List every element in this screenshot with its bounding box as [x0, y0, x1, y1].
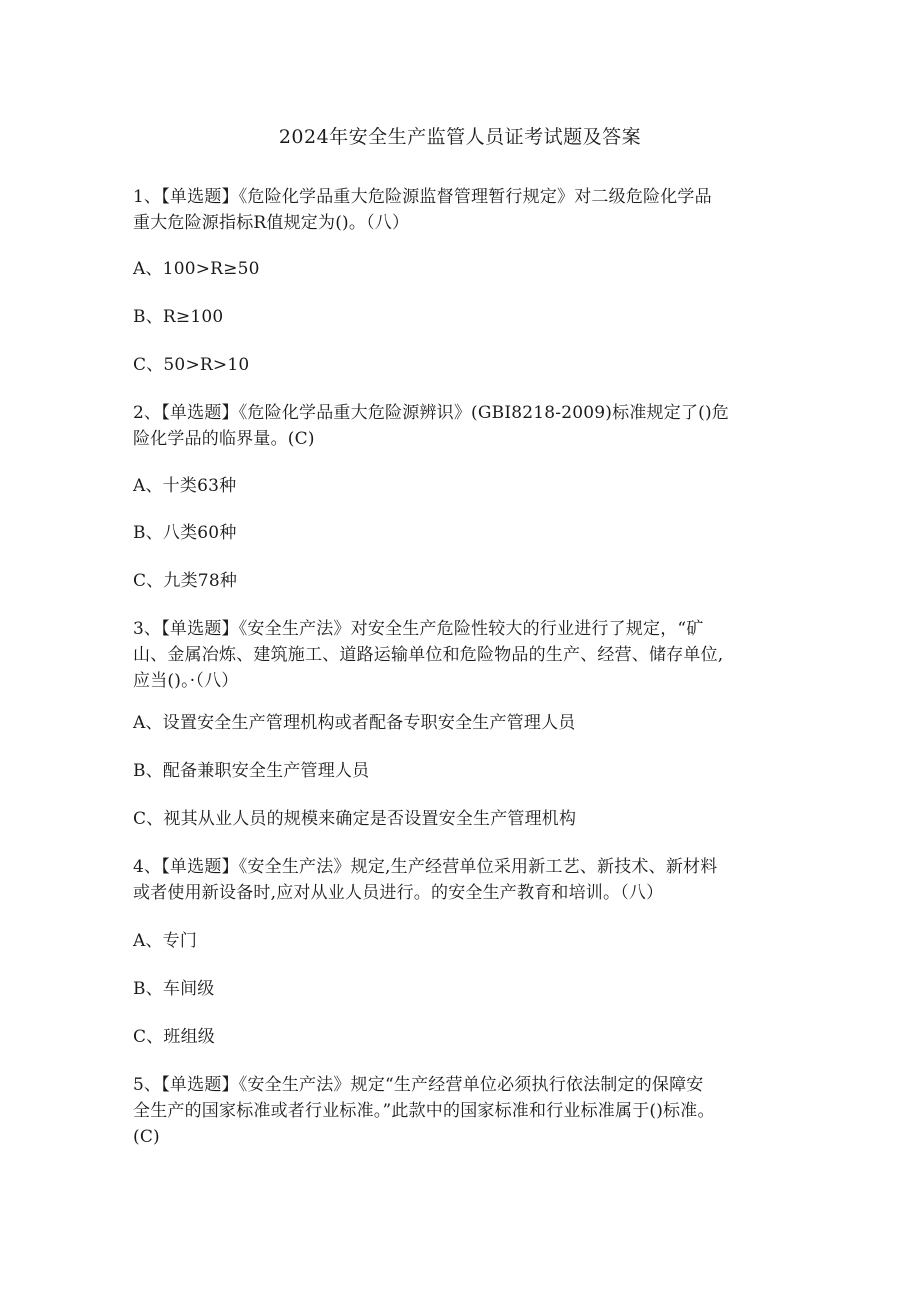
document-title: 2024年安全生产监管人员证考试题及答案 [278, 126, 642, 148]
question-4-option-a: A、专门 [133, 931, 198, 951]
question-4-option-b: B、车间级 [133, 979, 215, 999]
question-4-stem [133, 854, 793, 906]
question-4-line-2: 或者使用新设备时,应对从业人员进行。的安全生产教育和培训。（八） [133, 883, 664, 903]
question-3-stem [133, 616, 793, 694]
question-5-line-3: (C) [133, 1127, 160, 1147]
question-5-stem [133, 1072, 793, 1150]
question-3-line-2: 山、金属冶炼、建筑施工、道路运输单位和危险物品的生产、经营、储存单位, [133, 645, 724, 665]
question-1-option-c: C、50>R>10 [133, 355, 250, 375]
question-3-option-a: A、设置安全生产管理机构或者配备专职安全生产管理人员 [133, 713, 576, 733]
question-1-line-2: 重大危险源指标R值规定为()。（八） [133, 213, 410, 233]
question-5-line-2: 全生产的国家标准或者行业标准。”此款中的国家标准和行业标准属于()标准。 [133, 1101, 715, 1121]
question-2-line-2: 险化学品的临界量。(C) [133, 429, 315, 449]
question-2-stem [133, 400, 793, 452]
question-2-option-a: A、十类63种 [133, 476, 237, 496]
question-3-line-1: 3、【单选题】《安全生产法》对安全生产危险性较大的行业进行了规定，“矿 [133, 619, 704, 639]
question-1-option-b: B、R≥100 [133, 307, 224, 327]
question-4-line-1: 4、【单选题】《安全生产法》规定,生产经营单位采用新工艺、新技术、新材料 [133, 857, 718, 877]
question-3-line-3: 应当()。·（八） [133, 671, 239, 691]
question-1-option-a: A、100>R≥50 [133, 259, 260, 279]
question-1-line-1: 1、【单选题】《危险化学品重大危险源监督管理暂行规定》对二级危险化学品 [133, 187, 712, 207]
question-2-line-1: 2、【单选题】《危险化学品重大危险源辨识》(GBI8218-2009)标准规定了()危 [133, 403, 730, 423]
question-1-stem [133, 184, 793, 236]
question-2-option-c: C、九类78种 [133, 571, 238, 591]
question-5-line-1: 5、【单选题】《安全生产法》规定“生产经营单位必须执行依法制定的保障安 [133, 1075, 704, 1095]
question-3-option-c: C、视其从业人员的规模来确定是否设置安全生产管理机构 [133, 809, 577, 829]
question-4-option-c: C、班组级 [133, 1027, 216, 1047]
question-3-option-b: B、配备兼职安全生产管理人员 [133, 761, 370, 781]
question-2-option-b: B、八类60种 [133, 523, 237, 543]
